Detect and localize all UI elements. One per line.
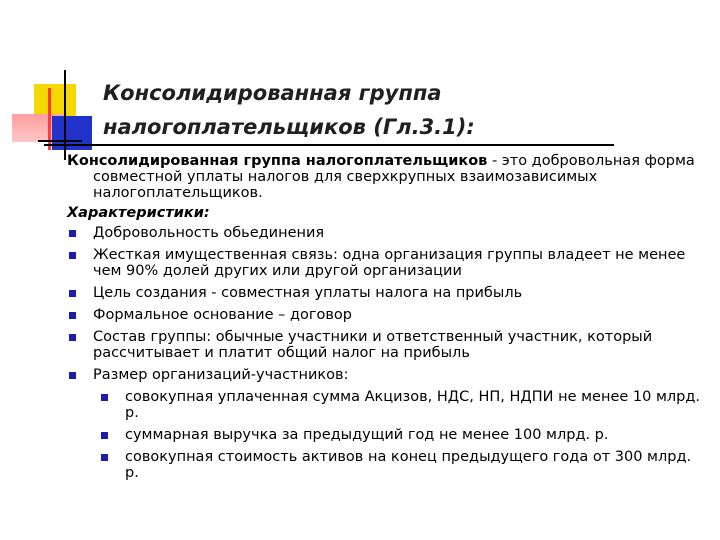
title-line-1: Консолидированная группа (103, 81, 442, 105)
title-underline (44, 144, 614, 146)
sub-list-item: суммарная выручка за предыдущий год не менее 100 млрд. р. (67, 427, 707, 443)
sub-list-item: совокупная уплаченная сумма Акцизов, НДС, НП, НДПИ не менее 10 млрд. р. (67, 389, 707, 421)
slide-body (67, 153, 707, 487)
decor-black-short-line (38, 140, 82, 142)
definition-term: Консолидированная группа налогоплательщиков (67, 153, 488, 169)
definition-paragraph (67, 153, 707, 201)
decor-black-vertical-line (64, 70, 66, 160)
list-item: Состав группы: обычные участники и ответственный участник, который рассчитывает и платит общий налог на прибыль (67, 329, 707, 361)
square-bullet-icon (101, 432, 108, 439)
square-bullet-icon (69, 312, 76, 319)
characteristics-heading: Характеристики: (67, 205, 210, 221)
square-bullet-icon (69, 252, 76, 259)
definition-text: - это добровольная форма совместной уплаты налогов для сверхкрупных взаимозависимых налогоплательщиков. (93, 153, 695, 201)
sub-list-item: совокупная стоимость активов на конец предыдущего года от 300 млрд. р. (67, 449, 707, 481)
list-item: Формальное основание – договор (67, 307, 707, 323)
title-line-2: налогоплательщиков (Гл.3.1): (103, 115, 475, 139)
list-item: Цель создания - совместная уплаты налога на прибыль (67, 285, 707, 301)
square-bullet-icon (69, 290, 76, 297)
slide-title (103, 76, 475, 144)
square-bullet-icon (101, 454, 108, 461)
square-bullet-icon (101, 394, 108, 401)
square-bullet-icon (69, 230, 76, 237)
list-item: Размер организаций-участников: (67, 367, 707, 383)
square-bullet-icon (69, 372, 76, 379)
list-item: Добровольность обьединения (67, 225, 707, 241)
list-item: Жесткая имущественная связь: одна организация группы владеет не менее чем 90% долей других или другой организации (67, 247, 707, 279)
square-bullet-icon (69, 334, 76, 341)
characteristics-list (67, 225, 707, 481)
